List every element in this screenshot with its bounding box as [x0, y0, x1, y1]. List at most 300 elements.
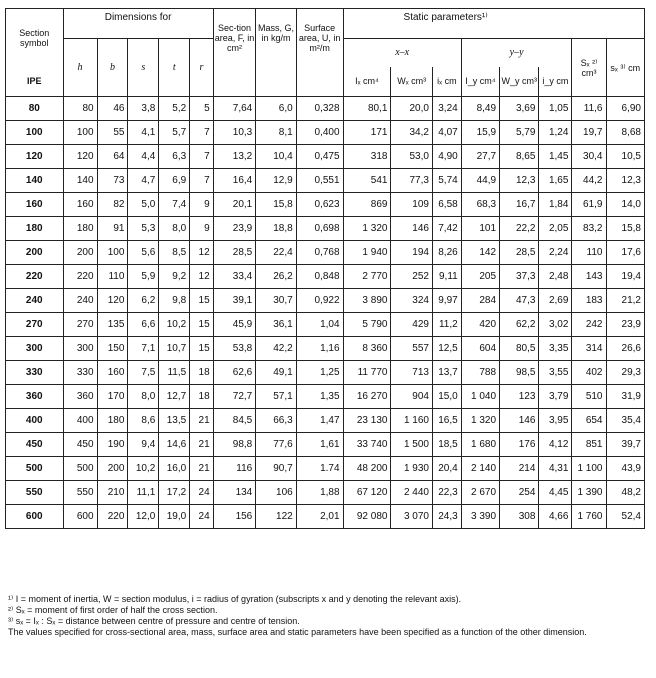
table-row	[6, 337, 645, 361]
table-cell: 77,6	[256, 433, 296, 457]
table-cell: 284	[461, 289, 499, 313]
dim-r-header: r	[190, 39, 213, 97]
table-cell: 28,5	[213, 241, 256, 265]
table-cell: 1 390	[572, 481, 606, 505]
table-cell: 429	[391, 313, 433, 337]
table-cell: 62,6	[213, 361, 256, 385]
footnote-3: ³⁾ sₓ = Iₓ : Sₓ = distance between centre of pressure and centre of tension.	[8, 616, 300, 626]
dim-t-header: t	[159, 39, 190, 97]
wy-header: W_y cm³	[500, 67, 539, 97]
table-cell: 16,4	[213, 169, 256, 193]
table-cell: 57,1	[256, 385, 296, 409]
table-cell: 4,12	[539, 433, 572, 457]
table-cell: 116	[213, 457, 256, 481]
table-cell: 53,8	[213, 337, 256, 361]
table-cell: 20,0	[391, 97, 433, 121]
table-cell: 4,07	[432, 121, 461, 145]
table-cell: 19,4	[606, 265, 645, 289]
table-cell: 6,9	[159, 169, 190, 193]
table-cell: 3,02	[539, 313, 572, 337]
table-cell: 0,698	[296, 217, 343, 241]
table-cell: 300	[63, 337, 97, 361]
table-cell: 73	[97, 169, 128, 193]
section-symbol-cell: 450	[6, 433, 64, 457]
table-cell: 4,7	[128, 169, 159, 193]
table-cell: 2,24	[539, 241, 572, 265]
table-cell: 49,1	[256, 361, 296, 385]
table-cell: 21,2	[606, 289, 645, 313]
table-cell: 17,6	[606, 241, 645, 265]
table-cell: 44,9	[461, 169, 499, 193]
table-cell: 1,88	[296, 481, 343, 505]
table-cell: 170	[97, 385, 128, 409]
table-cell: 8,5	[159, 241, 190, 265]
table-cell: 14,0	[606, 193, 645, 217]
table-cell: 23,9	[606, 313, 645, 337]
table-cell: 33,4	[213, 265, 256, 289]
table-cell: 1,47	[296, 409, 343, 433]
table-cell: 654	[572, 409, 606, 433]
table-cell: 44,2	[572, 169, 606, 193]
table-cell: 15,8	[256, 193, 296, 217]
table-cell: 12,9	[256, 169, 296, 193]
table-cell: 1 930	[391, 457, 433, 481]
section-symbol-cell: 220	[6, 265, 64, 289]
table-cell: 3,8	[128, 97, 159, 121]
table-cell: 420	[461, 313, 499, 337]
table-cell: 2,05	[539, 217, 572, 241]
table-cell: 24,3	[432, 505, 461, 529]
table-cell: 240	[63, 289, 97, 313]
table-cell: 80,1	[343, 97, 391, 121]
section-symbol-cell: 400	[6, 409, 64, 433]
table-cell: 11,2	[432, 313, 461, 337]
table-cell: 10,2	[128, 457, 159, 481]
table-cell: 1 100	[572, 457, 606, 481]
iy-header: I_y cm⁴	[461, 67, 499, 97]
section-symbol-cell: 180	[6, 217, 64, 241]
table-cell: 180	[97, 409, 128, 433]
table-cell: 1,04	[296, 313, 343, 337]
section-symbol-cell: 160	[6, 193, 64, 217]
table-cell: 30,4	[572, 145, 606, 169]
table-cell: 33 740	[343, 433, 391, 457]
table-cell: 61,9	[572, 193, 606, 217]
table-cell: 9	[190, 217, 213, 241]
table-cell: 330	[63, 361, 97, 385]
table-cell: 0,551	[296, 169, 343, 193]
table-cell: 1,35	[296, 385, 343, 409]
table-cell: 18	[190, 385, 213, 409]
table-cell: 7	[190, 121, 213, 145]
table-cell: 120	[97, 289, 128, 313]
section-symbol-cell: 120	[6, 145, 64, 169]
table-cell: 5,6	[128, 241, 159, 265]
table-cell: 5	[190, 97, 213, 121]
footnote-1: ¹⁾ I = moment of inertia, W = section modulus, i = radius of gyration (subscripts x and y denoting the relevant axis).	[8, 594, 462, 604]
footnote-2: ²⁾ Sₓ = moment of first order of half the cross section.	[8, 605, 218, 615]
table-cell: 4,1	[128, 121, 159, 145]
table-cell: 150	[97, 337, 128, 361]
table-cell: 0,848	[296, 265, 343, 289]
table-cell: 0,768	[296, 241, 343, 265]
table-cell: 109	[391, 193, 433, 217]
section-ipe-header: IPE	[6, 67, 64, 97]
table-cell: 12,7	[159, 385, 190, 409]
table-cell: 604	[461, 337, 499, 361]
table-cell: 0,328	[296, 97, 343, 121]
table-cell: 220	[97, 505, 128, 529]
table-cell: 4,4	[128, 145, 159, 169]
table-cell: 205	[461, 265, 499, 289]
table-cell: 36,1	[256, 313, 296, 337]
ix-radius-header: iₓ cm	[432, 67, 461, 97]
table-cell: 11 770	[343, 361, 391, 385]
table-cell: 1 940	[343, 241, 391, 265]
table-cell: 200	[63, 241, 97, 265]
table-cell: 77,3	[391, 169, 433, 193]
ipe-section-table	[5, 8, 645, 529]
table-row	[6, 289, 645, 313]
table-cell: 39,7	[606, 433, 645, 457]
table-cell: 8,49	[461, 97, 499, 121]
table-cell: 16,7	[500, 193, 539, 217]
footnote-4: The values specified for cross-sectional area, mass, surface area and static parameters have been specified as a function of the other dimension.	[8, 627, 587, 637]
section-symbol-cell: 360	[6, 385, 64, 409]
dimensions-header: Dimensions for	[63, 9, 213, 39]
table-cell: 9	[190, 193, 213, 217]
table-cell: 5,79	[500, 121, 539, 145]
table-cell: 48 200	[343, 457, 391, 481]
table-cell: 17,2	[159, 481, 190, 505]
section-symbol-cell: 300	[6, 337, 64, 361]
table-cell: 7,5	[128, 361, 159, 385]
table-cell: 7,42	[432, 217, 461, 241]
table-cell: 4,66	[539, 505, 572, 529]
table-cell: 122	[256, 505, 296, 529]
table-cell: 134	[213, 481, 256, 505]
table-cell: 15	[190, 313, 213, 337]
table-cell: 22,3	[432, 481, 461, 505]
table-cell: 9,97	[432, 289, 461, 313]
table-cell: 254	[500, 481, 539, 505]
table-cell: 1,61	[296, 433, 343, 457]
table-cell: 16,5	[432, 409, 461, 433]
wx-header: Wₓ cm³	[391, 67, 433, 97]
table-cell: 1,05	[539, 97, 572, 121]
table-cell: 100	[63, 121, 97, 145]
table-cell: 1 760	[572, 505, 606, 529]
table-cell: 67 120	[343, 481, 391, 505]
table-cell: 12,3	[606, 169, 645, 193]
table-cell: 19,0	[159, 505, 190, 529]
table-cell: 140	[63, 169, 97, 193]
table-row	[6, 241, 645, 265]
table-cell: 83,2	[572, 217, 606, 241]
table-cell: 171	[343, 121, 391, 145]
table-cell: 242	[572, 313, 606, 337]
table-cell: 15,0	[432, 385, 461, 409]
table-cell: 110	[572, 241, 606, 265]
table-cell: 37,3	[500, 265, 539, 289]
table-cell: 91	[97, 217, 128, 241]
table-cell: 1 320	[343, 217, 391, 241]
static-parameters-header: Static parameters¹⁾	[343, 9, 644, 39]
table-cell: 3 890	[343, 289, 391, 313]
table-cell: 2 440	[391, 481, 433, 505]
table-cell: 98,8	[213, 433, 256, 457]
table-cell: 15	[190, 289, 213, 313]
table-cell: 7,1	[128, 337, 159, 361]
table-cell: 39,1	[213, 289, 256, 313]
table-cell: 5,9	[128, 265, 159, 289]
section-symbol-cell: 600	[6, 505, 64, 529]
table-row	[6, 313, 645, 337]
table-row	[6, 265, 645, 289]
table-cell: 160	[97, 361, 128, 385]
sxs-header: sₓ ³⁾ cm	[606, 39, 645, 97]
table-cell: 550	[63, 481, 97, 505]
table-cell: 360	[63, 385, 97, 409]
table-cell: 8,65	[500, 145, 539, 169]
table-cell: 6,6	[128, 313, 159, 337]
table-cell: 3 390	[461, 505, 499, 529]
table-cell: 1,65	[539, 169, 572, 193]
table-cell: 1,45	[539, 145, 572, 169]
table-cell: 5,3	[128, 217, 159, 241]
table-cell: 46	[97, 97, 128, 121]
table-cell: 9,11	[432, 265, 461, 289]
table-row	[6, 409, 645, 433]
table-cell: 1 500	[391, 433, 433, 457]
surface-area-header: Surface area, U, in m²/m	[296, 9, 343, 97]
table-cell: 2 670	[461, 481, 499, 505]
table-cell: 3,35	[539, 337, 572, 361]
table-cell: 10,7	[159, 337, 190, 361]
table-cell: 21	[190, 457, 213, 481]
section-symbol-cell: 240	[6, 289, 64, 313]
dim-s-header: s	[128, 39, 159, 97]
table-cell: 9,8	[159, 289, 190, 313]
section-symbol-cell: 80	[6, 97, 64, 121]
table-row	[6, 145, 645, 169]
table-cell: 14,6	[159, 433, 190, 457]
axis-xx-header: x–x	[343, 39, 461, 67]
table-cell: 101	[461, 217, 499, 241]
section-symbol-cell: 330	[6, 361, 64, 385]
table-cell: 13,5	[159, 409, 190, 433]
table-cell: 1 040	[461, 385, 499, 409]
table-cell: 29,3	[606, 361, 645, 385]
table-row	[6, 385, 645, 409]
table-cell: 210	[97, 481, 128, 505]
table-cell: 180	[63, 217, 97, 241]
table-cell: 9,4	[128, 433, 159, 457]
table-cell: 10,3	[213, 121, 256, 145]
table-cell: 541	[343, 169, 391, 193]
table-cell: 308	[500, 505, 539, 529]
table-cell: 8,0	[159, 217, 190, 241]
table-cell: 7,64	[213, 97, 256, 121]
table-cell: 600	[63, 505, 97, 529]
section-symbol-cell: 100	[6, 121, 64, 145]
table-cell: 10,2	[159, 313, 190, 337]
section-symbol-cell: 270	[6, 313, 64, 337]
table-cell: 5 790	[343, 313, 391, 337]
table-cell: 557	[391, 337, 433, 361]
table-row	[6, 97, 645, 121]
table-cell: 22,2	[500, 217, 539, 241]
table-cell: 15,9	[461, 121, 499, 145]
table-row	[6, 217, 645, 241]
table-cell: 18	[190, 361, 213, 385]
table-cell: 135	[97, 313, 128, 337]
table-cell: 48,2	[606, 481, 645, 505]
table-cell: 8,26	[432, 241, 461, 265]
table-cell: 3,79	[539, 385, 572, 409]
table-cell: 10,5	[606, 145, 645, 169]
table-cell: 28,5	[500, 241, 539, 265]
table-cell: 194	[391, 241, 433, 265]
table-cell: 123	[500, 385, 539, 409]
table-cell: 18,5	[432, 433, 461, 457]
table-cell: 82	[97, 193, 128, 217]
table-cell: 7	[190, 145, 213, 169]
footnotes	[8, 594, 644, 638]
table-cell: 1.74	[296, 457, 343, 481]
table-cell: 8,6	[128, 409, 159, 433]
table-row	[6, 121, 645, 145]
table-cell: 0,475	[296, 145, 343, 169]
table-cell: 6,0	[256, 97, 296, 121]
table-cell: 3,55	[539, 361, 572, 385]
mass-header: Mass, G, in kg/m	[256, 9, 296, 97]
table-cell: 26,2	[256, 265, 296, 289]
table-cell: 84,5	[213, 409, 256, 433]
dim-h-header: h	[63, 39, 97, 97]
table-cell: 68,3	[461, 193, 499, 217]
section-symbol-cell: 200	[6, 241, 64, 265]
table-cell: 510	[572, 385, 606, 409]
table-cell: 4,31	[539, 457, 572, 481]
table-body	[6, 97, 645, 529]
table-cell: 3,69	[500, 97, 539, 121]
table-cell: 904	[391, 385, 433, 409]
table-cell: 42,2	[256, 337, 296, 361]
table-cell: 20,4	[432, 457, 461, 481]
table-row	[6, 505, 645, 529]
table-cell: 6,3	[159, 145, 190, 169]
table-cell: 52,4	[606, 505, 645, 529]
table-cell: 19,7	[572, 121, 606, 145]
table-cell: 450	[63, 433, 97, 457]
table-row	[6, 481, 645, 505]
table-cell: 100	[97, 241, 128, 265]
table-cell: 62,2	[500, 313, 539, 337]
table-cell: 8 360	[343, 337, 391, 361]
table-cell: 11,5	[159, 361, 190, 385]
table-cell: 0,922	[296, 289, 343, 313]
table-cell: 7,4	[159, 193, 190, 217]
table-cell: 143	[572, 265, 606, 289]
table-row	[6, 193, 645, 217]
table-cell: 3 070	[391, 505, 433, 529]
table-cell: 72,7	[213, 385, 256, 409]
table-cell: 314	[572, 337, 606, 361]
table-cell: 66,3	[256, 409, 296, 433]
table-cell: 713	[391, 361, 433, 385]
table-cell: 2,48	[539, 265, 572, 289]
table-cell: 402	[572, 361, 606, 385]
table-cell: 176	[500, 433, 539, 457]
table-cell: 0,623	[296, 193, 343, 217]
table-cell: 20,1	[213, 193, 256, 217]
table-cell: 55	[97, 121, 128, 145]
table-cell: 22,4	[256, 241, 296, 265]
table-cell: 1 680	[461, 433, 499, 457]
table-cell: 869	[343, 193, 391, 217]
table-cell: 4,45	[539, 481, 572, 505]
table-cell: 120	[63, 145, 97, 169]
table-cell: 12,0	[128, 505, 159, 529]
table-cell: 11,1	[128, 481, 159, 505]
table-cell: 200	[97, 457, 128, 481]
iy-radius-header: i_y cm	[539, 67, 572, 97]
table-cell: 106	[256, 481, 296, 505]
table-cell: 80	[63, 97, 97, 121]
table-row	[6, 169, 645, 193]
table-cell: 43,9	[606, 457, 645, 481]
table-cell: 24	[190, 481, 213, 505]
table-cell: 6,90	[606, 97, 645, 121]
table-cell: 12,3	[500, 169, 539, 193]
table-cell: 98,5	[500, 361, 539, 385]
table-cell: 10,4	[256, 145, 296, 169]
table-cell: 15	[190, 337, 213, 361]
table-cell: 8,1	[256, 121, 296, 145]
table-cell: 2 770	[343, 265, 391, 289]
sx-header: Sₓ ²⁾ cm³	[572, 39, 606, 97]
table-cell: 500	[63, 457, 97, 481]
table-cell: 21	[190, 409, 213, 433]
table-cell: 4,90	[432, 145, 461, 169]
table-cell: 12	[190, 241, 213, 265]
table-cell: 26,6	[606, 337, 645, 361]
section-symbol-cell: 140	[6, 169, 64, 193]
table-cell: 1,84	[539, 193, 572, 217]
table-row	[6, 361, 645, 385]
table-cell: 16,0	[159, 457, 190, 481]
table-cell: 6,2	[128, 289, 159, 313]
table-cell: 6,58	[432, 193, 461, 217]
axis-yy-header: y–y	[461, 39, 572, 67]
table-cell: 1 160	[391, 409, 433, 433]
table-cell: 80,5	[500, 337, 539, 361]
table-cell: 214	[500, 457, 539, 481]
table-cell: 13,2	[213, 145, 256, 169]
table-cell: 788	[461, 361, 499, 385]
table-cell: 0,400	[296, 121, 343, 145]
table-cell: 5,7	[159, 121, 190, 145]
table-cell: 324	[391, 289, 433, 313]
dim-b-header: b	[97, 39, 128, 97]
table-cell: 13,7	[432, 361, 461, 385]
table-cell: 142	[461, 241, 499, 265]
table-cell: 220	[63, 265, 97, 289]
section-area-header: Sec-tion area, F, in cm²	[213, 9, 256, 97]
section-symbol-cell: 550	[6, 481, 64, 505]
table-cell: 90,7	[256, 457, 296, 481]
